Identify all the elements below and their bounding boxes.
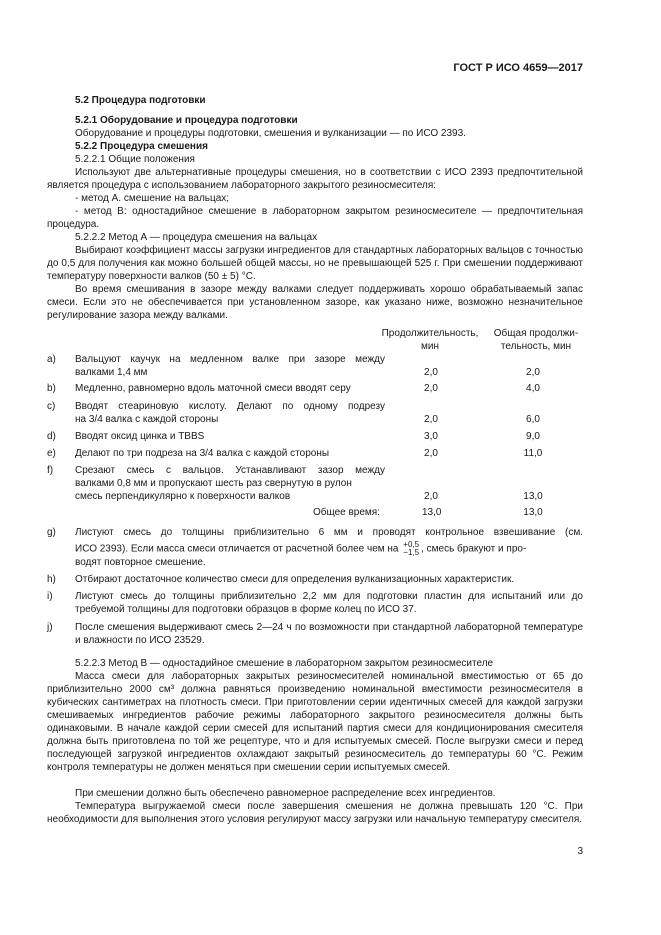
- document-id-header: ГОСТ Р ИСО 4659—2017: [453, 62, 583, 74]
- row-c-total: 6,0: [526, 414, 540, 425]
- row-b-duration: 2,0: [424, 383, 438, 394]
- row-d-label: d): [47, 431, 56, 442]
- row-d-duration: 3,0: [424, 431, 438, 442]
- section-5-2-2-2-para-1: Выбирают коэффициент массы загрузки ингредиентов для стандартных лабораторных вальцов с точностью до 0,5 для получения как можно большей общей массы, но не превышающей 525 г. При смешении поддерживают температуру поверхности валков (50 ± 5) °С.: [47, 245, 583, 282]
- total-time-duration: 13,0: [422, 507, 442, 518]
- step-j-label: j): [47, 622, 53, 633]
- row-a-text-line-1: Вальцуют каучук на медленном валке при зазоре между: [75, 354, 385, 365]
- section-5-2-title: 5.2 Процедура подготовки: [75, 95, 206, 106]
- row-f-label: f): [47, 465, 54, 476]
- row-e-duration: 2,0: [424, 448, 438, 459]
- row-b-text: Медленно, равномерно вдоль маточной смеси вводят серу: [75, 383, 351, 394]
- step-i-text: Листуют смесь до толщины приблизительно 2,2 мм для подготовки пластин для испытаний или до требуемой толщины для подготовки образцов в форме колец по ИСО 37.: [75, 591, 583, 615]
- section-5-2-2-3-para-2: При смешении должно быть обеспечено равномерное распределение всех ингредиентов.: [75, 788, 496, 799]
- step-g-text-line-1: Листуют смесь до толщины приблизительно 6 мм и проводят контрольное взвешивание (см.: [75, 527, 583, 538]
- step-h-label: h): [47, 574, 56, 585]
- section-5-2-1-title: 5.2.1 Оборудование и процедура подготовки: [75, 115, 298, 126]
- step-g-text-line-3: водят повторное смешение.: [75, 557, 206, 568]
- row-f-text-line-3: смесь перпендикулярно к поверхности валков: [75, 491, 291, 502]
- row-c-label: c): [47, 401, 56, 412]
- section-5-2-2-3-title: 5.2.2.3 Метод В — одностадийное смешение в лабораторном закрытом резиносмесителе: [75, 658, 494, 669]
- row-f-total: 13,0: [523, 491, 543, 502]
- section-5-2-2-2-title: 5.2.2.2 Метод А — процедура смешения на вальцах: [75, 232, 318, 243]
- row-b-total: 4,0: [526, 383, 540, 394]
- section-5-2-2-2-para-2: Во время смешивания в зазоре между валками следует поддерживать хорошо обрабатываемый запас смеси. Если это не обеспечивается при установленном зазоре, как указано ниже, возможно незначительное регулирование зазора между валками.: [47, 284, 583, 321]
- row-f-text-line-1: Срезают смесь с вальцов. Устанавливают зазор между: [75, 465, 385, 476]
- step-g-label: g): [47, 527, 56, 538]
- row-c-duration: 2,0: [424, 414, 438, 425]
- row-d-text: Вводят оксид цинка и TBBS: [75, 431, 205, 442]
- step-j-text: После смешения выдерживают смесь 2—24 ч по возможности при стандартной лабораторной температуре и влажности по ИСО 23529.: [75, 622, 583, 646]
- page-number: 3: [577, 846, 583, 857]
- row-e-label: e): [47, 448, 56, 459]
- duration-column-header: Продолжительность, мин: [381, 328, 479, 352]
- row-f-text-line-2: валками 0,8 мм и пропускают шесть раз свернутую в рулон: [75, 478, 352, 489]
- mass-tolerance: +0,5 −1,5: [403, 540, 420, 557]
- section-5-2-2-title: 5.2.2 Процедура смешения: [75, 141, 208, 152]
- section-5-2-2-1-title: 5.2.2.1 Общие положения: [75, 154, 195, 165]
- row-a-total: 2,0: [526, 367, 540, 378]
- step-g-text-line-2: ИСО 2393). Если масса смеси отличается от расчетной более чем на +0,5 −1,5 , смесь бракуют и про-: [75, 540, 527, 557]
- method-b-item: - метод В: одностадийное смешение в лабораторном закрытом резиносмесителе — предпочтительная процедура.: [47, 206, 583, 230]
- row-c-text-line-2: на 3/4 валка с каждой стороны: [75, 414, 219, 425]
- section-5-2-2-1-text: Используют две альтернативные процедуры смешения, но в соответствии с ИСО 2393 предпочтительной является процедура с использованием лабораторного закрытого резиносмесителя:: [47, 167, 583, 191]
- method-a-item: - метод А. смешение на вальцах;: [75, 193, 230, 204]
- row-e-total: 11,0: [523, 448, 543, 459]
- row-b-label: b): [47, 383, 56, 394]
- row-f-duration: 2,0: [424, 491, 438, 502]
- step-h-text: Отбирают достаточное количество смеси для определения вулканизационных характеристик.: [75, 574, 515, 585]
- row-a-duration: 2,0: [424, 367, 438, 378]
- row-c-text-line-1: Вводят стеариновую кислоту. Делают по одному подрезу: [75, 401, 385, 412]
- row-d-total: 9,0: [526, 431, 540, 442]
- total-time-total: 13,0: [523, 507, 543, 518]
- total-duration-column-header: Общая продолжи- тельность, мин: [493, 328, 579, 352]
- row-a-text-line-2: валками 1,4 мм: [75, 367, 148, 378]
- row-a-label: a): [47, 354, 56, 365]
- total-time-label: Общее время:: [312, 507, 380, 518]
- row-e-text: Делают по три подреза на 3/4 валка с каждой стороны: [75, 448, 330, 459]
- section-5-2-1-text: Оборудование и процедуры подготовки, смешения и вулканизации — по ИСО 2393.: [75, 128, 466, 139]
- section-5-2-2-3-para-3: Температура выгружаемой смеси после завершения смешения не должна превышать 120 °С. При необходимости для выполнения этого условия регулируют массу загрузки или начальную температуру смесителя.: [47, 801, 583, 825]
- step-i-label: i): [47, 591, 53, 602]
- section-5-2-2-3-para-1: Масса смеси для лабораторных закрытых резиносмесителей номинальной вместимостью от 65 до приблизительно 2000 см³ должна равняться произведению номинальной вместимости резиносмесителя в кубических сантиметрах на плотность смеси. При приготовлении серии идентичных смесей для каждой загрузки смешиваемых ингредиентов рабочие режимы лабораторного закрытого резиносмесителя должны быть одинаковыми. В начале каждой серии смесей для испытаний партия смеси для кондиционирования смесителя должна быть приготовлена по той же рецептуре, что и для испытуемых смесей. После выгрузки смеси и перед последующей загрузкой ингредиентов охлаждают закрытый резиносмеситель до температуры 60 °С. Режим контроля температуры не должен меняться при смешении серии испытуемых смесей.: [47, 671, 583, 773]
